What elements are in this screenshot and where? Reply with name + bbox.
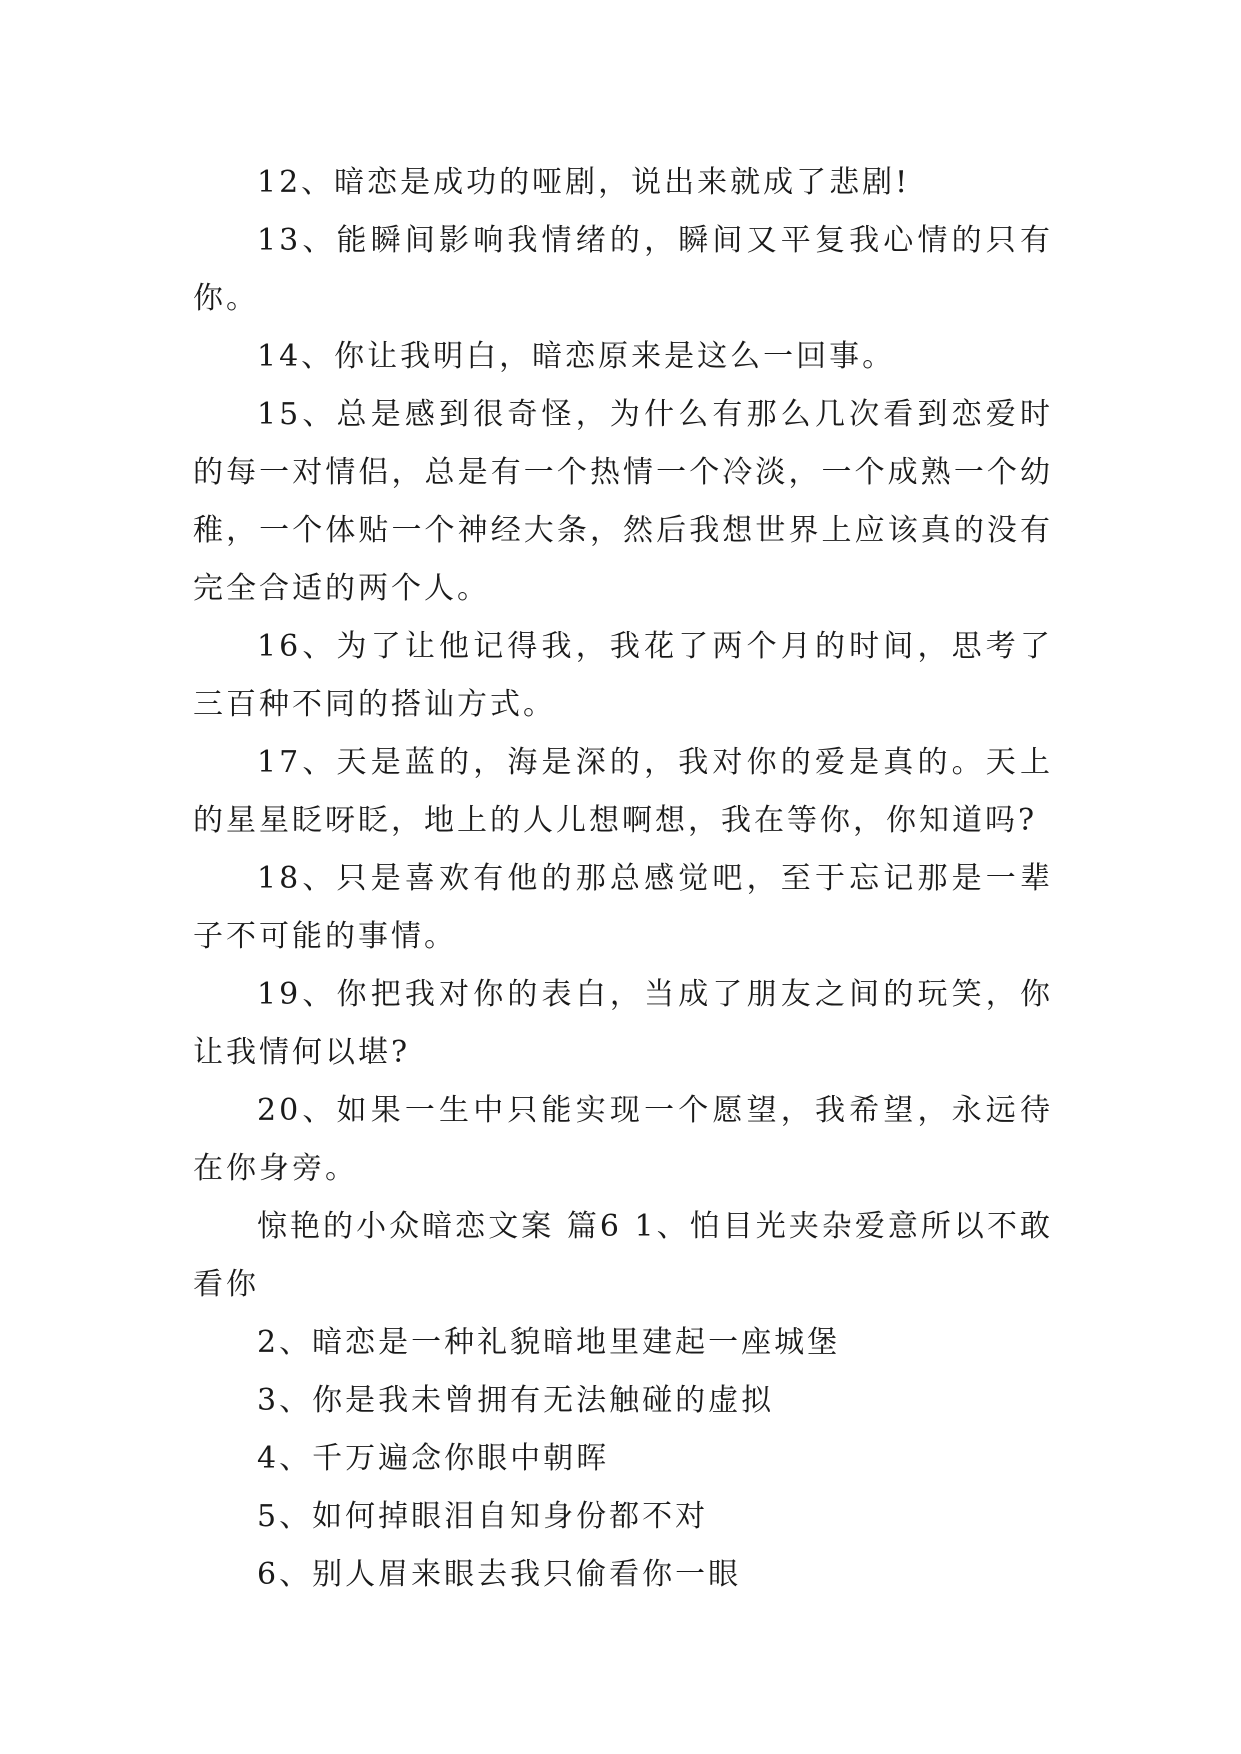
paragraph-6: 6、别人眉来眼去我只偷看你一眼 xyxy=(257,1557,742,1592)
paragraph-15: 15、总是感到很奇怪，为什么有那么几次看到恋爱时的每一对情侣，总是有一个热情一个冷淡，一个成熟一个幼稚，一个体贴一个神经大条，然后我想世界上应该真的没有完全合适的两个人。 xyxy=(193,397,1053,606)
section-heading-paragraph: 惊艳的小众暗恋文案 篇6 1、怕目光夹杂爱意所以不敢看你 xyxy=(193,1209,1053,1302)
paragraph-14: 14、你让我明白，暗恋原来是这么一回事。 xyxy=(257,339,896,374)
paragraph-3: 3、你是我未曾拥有无法触碰的虚拟 xyxy=(257,1383,775,1418)
paragraph-16: 16、为了让他记得我，我花了两个月的时间，思考了三百种不同的搭讪方式。 xyxy=(193,629,1053,722)
document-body xyxy=(193,154,1053,1604)
paragraph-2: 2、暗恋是一种礼貌暗地里建起一座城堡 xyxy=(257,1325,841,1360)
paragraph-20: 20、如果一生中只能实现一个愿望，我希望，永远待在你身旁。 xyxy=(193,1093,1053,1186)
paragraph-18: 18、只是喜欢有他的那总感觉吧，至于忘记那是一辈子不可能的事情。 xyxy=(193,861,1053,954)
paragraph-17: 17、天是蓝的，海是深的，我对你的爱是真的。天上的星星眨呀眨，地上的人儿想啊想，我在等你，你知道吗? xyxy=(193,745,1053,838)
paragraph-4: 4、千万遍念你眼中朝晖 xyxy=(257,1441,610,1476)
paragraph-19: 19、你把我对你的表白，当成了朋友之间的玩笑，你让我情何以堪? xyxy=(193,977,1053,1070)
paragraph-5: 5、如何掉眼泪自知身份都不对 xyxy=(257,1499,709,1534)
paragraph-13: 13、能瞬间影响我情绪的，瞬间又平复我心情的只有你。 xyxy=(193,223,1053,316)
paragraph-12: 12、暗恋是成功的哑剧，说出来就成了悲剧! xyxy=(257,165,911,200)
